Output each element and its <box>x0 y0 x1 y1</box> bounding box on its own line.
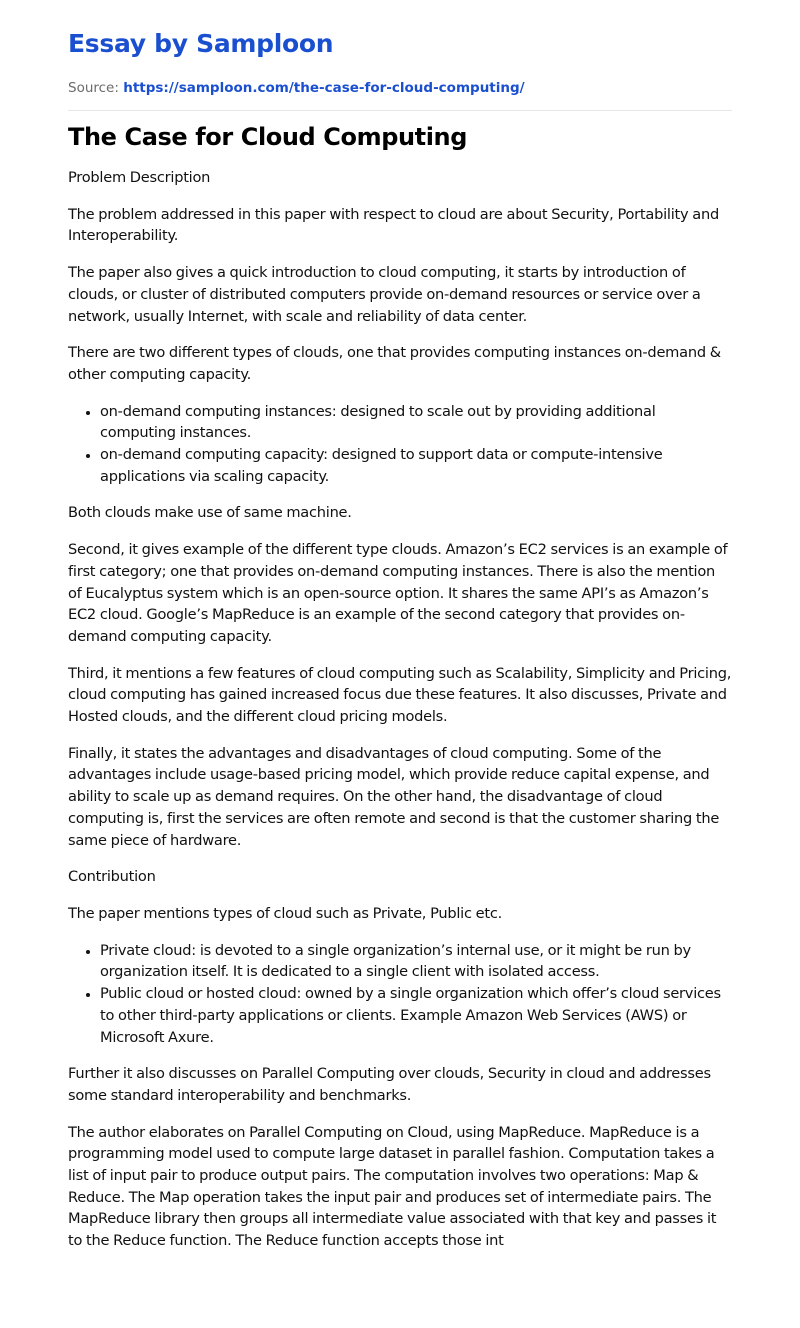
paragraph: Third, it mentions a few features of cloud computing such as Scalability, Simplicity and Pricing, cloud computing has gained increased focus due these features. It also discusses, Private and Hosted clouds, and the different cloud pricing models. <box>68 664 732 726</box>
paragraph: The paper also gives a quick introduction to cloud computing, it starts by introduction of clouds, or cluster of distributed computers provide on-demand resources or service over a network, usually Internet, with scale and reliability of data center. <box>68 264 701 325</box>
paragraph: The paper mentions types of cloud such as Private, Public etc. <box>68 904 503 922</box>
paragraph: There are two different types of clouds, one that provides computing instances on-demand & other computing capacity. <box>68 344 721 383</box>
list-item: • on-demand computing capacity: designed to support data or compute-intensive applications via scaling capacity. <box>100 444 732 487</box>
list-item: • on-demand computing instances: designed to scale out by providing additional computing instances. <box>100 401 732 444</box>
list-item: • Private cloud: is devoted to a single organization’s internal use, or it might be run by organization itself. It is dedicated to a single client with isolated access. <box>100 940 732 983</box>
section-heading-problem: Problem Description <box>68 169 211 186</box>
cloud-types-list <box>68 401 732 488</box>
cloud-deployment-list <box>68 940 732 1049</box>
essay-title: The Case for Cloud Computing <box>68 123 468 151</box>
header-divider <box>68 110 732 111</box>
paragraph: Finally, it states the advantages and disadvantages of cloud computing. Some of the advantages include usage-based pricing model, which provide reduce capital expense, and ability to scale up as demand requires. On the other hand, the disadvantage of cloud computing is, first the services are often remote and second is that the customer sharing the same piece of hardware. <box>68 744 720 849</box>
paragraph: Both clouds make use of same machine. <box>68 504 352 522</box>
source-line <box>68 78 732 98</box>
essay-body <box>68 167 732 1252</box>
paragraph: The problem addressed in this paper with respect to cloud are about Security, Portability and Interoperability. <box>68 205 719 245</box>
source-link[interactable]: https://samploon.com/the-case-for-cloud-computing/ <box>123 80 525 96</box>
site-brand-heading: Essay by Samploon <box>68 29 334 58</box>
section-heading-contribution: Contribution <box>68 868 156 886</box>
source-label: Source: <box>68 80 119 96</box>
paragraph: The author elaborates on Parallel Computing on Cloud, using MapReduce. MapReduce is a programming model used to compute large dataset in parallel fashion. Computation takes a list of input pair to produce output pairs. The computation involves two operations: Map & Reduce. The Map operation takes the input pair and produces set of intermediate pairs. The MapReduce library then groups all intermediate value associated with that key and passes it to the Reduce function. The Reduce function accepts those int <box>68 1123 717 1250</box>
paragraph: Second, it gives example of the different type clouds. Amazon’s EC2 services is an example of first category; one that provides on-demand computing instances. There is also the mention of Eucalyptus system which is an open-source option. It shares the same API’s as Amazon’s EC2 cloud. Google’s MapReduce is an example of the second category that provides on-demand computing capacity. <box>68 541 728 645</box>
list-item: • Public cloud or hosted cloud: owned by a single organization which offer’s cloud services to other third-party applications or clients. Example Amazon Web Services (AWS) or Microsoft Axure. <box>100 983 732 1048</box>
paragraph: Further it also discusses on Parallel Computing over clouds, Security in cloud and addresses some standard interoperability and benchmarks. <box>68 1065 711 1104</box>
